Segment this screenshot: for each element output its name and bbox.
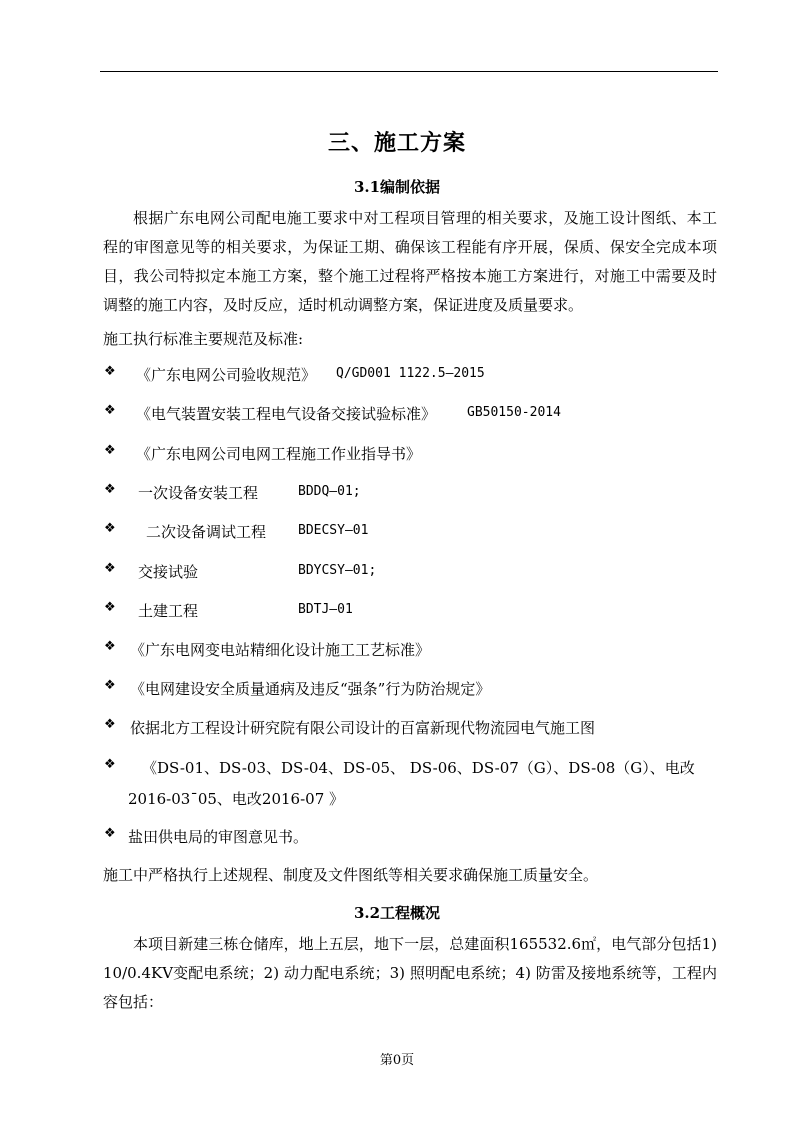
list-item-text: 土建工程 xyxy=(138,602,199,620)
list-item-code: BDDQ—01; xyxy=(298,484,361,499)
list-item-text: 《广东电网公司电网工程施工作业指导书》 xyxy=(136,445,422,463)
list-item-code: BDYCSY—01; xyxy=(298,563,377,578)
list-item-text: 《电网建设安全质量通病及违反“强条”行为防治规定》 xyxy=(130,680,491,698)
list-item-text: 《DS-01、DS-03、DS-04、DS-05、 DS-06、DS-07（G）、DS-08（G）、电改 xyxy=(142,759,695,777)
list-item-text: 《广东电网变电站精细化设计施工工艺标准》 xyxy=(130,641,431,659)
closing-statement: 施工中严格执行上述规程、制度及文件图纸等相关要求确保施工质量安全。 xyxy=(103,866,599,884)
bullet-icon: ❖ xyxy=(104,639,116,654)
page-number: 第0页 xyxy=(379,1053,415,1068)
bullet-icon: ❖ xyxy=(104,600,116,615)
bullet-icon: ❖ xyxy=(104,561,116,576)
bullet-icon: ❖ xyxy=(104,364,116,379)
section-heading-3-1: 3.1编制依据 xyxy=(353,178,441,196)
bullet-icon: ❖ xyxy=(104,403,116,418)
bullet-icon: ❖ xyxy=(104,443,116,458)
overview-paragraph: 本项目新建三栋仓储库，地上五层，地下一层，总建面积165532.6㎡，电气部分包括1) 10/0.4KV变配电系统；2) 动力配电系统；3) 照明配电系统；4) 防雷及接地系统等，工程内容包括： xyxy=(103,935,717,1011)
bullet-icon: ❖ xyxy=(104,482,116,497)
bullet-icon: ❖ xyxy=(104,757,116,772)
page-title: 三、施工方案 xyxy=(327,130,466,156)
bullet-icon: ❖ xyxy=(104,826,116,841)
bullet-icon: ❖ xyxy=(104,521,116,536)
list-item-text: 一次设备安装工程 xyxy=(138,484,259,502)
list-item-code: BDTJ—01 xyxy=(298,602,353,617)
list-item-text: 依据北方工程设计研究院有限公司设计的百富新现代物流园电气施工图 xyxy=(130,719,596,737)
list-item-text: 《广东电网公司验收规范》 xyxy=(136,366,317,384)
list-item-code: GB50150-2014 xyxy=(467,405,561,420)
list-item-text: 二次设备调试工程 xyxy=(146,523,267,541)
standards-lead: 施工执行标准主要规范及标准: xyxy=(103,330,304,348)
list-item-text: 交接试验 xyxy=(138,563,199,581)
bullet-icon: ❖ xyxy=(104,678,116,693)
drawing-list-continuation: 2016-03¯05、电改2016-07 》 xyxy=(128,790,345,808)
header-rule xyxy=(100,71,718,72)
intro-paragraph: 根据广东电网公司配电施工要求中对工程项目管理的相关要求，及施工设计图纸、本工程的审图意见等的相关要求，为保证工期、确保该工程能有序开展，保质、保安全完成本项目，我公司特拟定本施工方案，整个施工过程将严格按本施工方案进行，对施工中需要及时调整的施工内容，及时反应，适时机动调整方案，保证进度及质量要求。 xyxy=(103,209,717,314)
list-item-code: Q/GD001 1122.5—2015 xyxy=(336,366,485,381)
list-item-code: BDECSY—01 xyxy=(298,523,369,538)
bullet-icon: ❖ xyxy=(104,717,116,732)
list-item-text: 《电气装置安装工程电气设备交接试验标准》 xyxy=(136,405,437,423)
section-heading-3-2: 3.2工程概况 xyxy=(353,904,441,922)
list-item-text: 盐田供电局的审图意见书。 xyxy=(128,828,309,846)
